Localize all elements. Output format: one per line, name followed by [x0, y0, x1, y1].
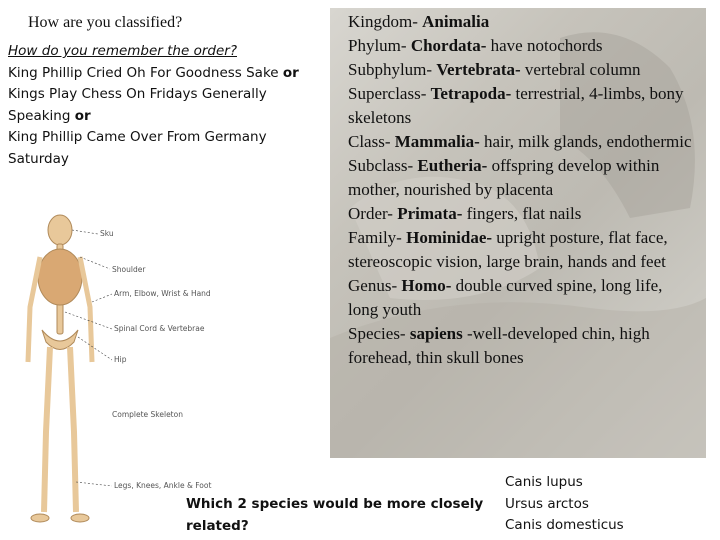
taxonomy-description: offspring develop within mother, nourished by placenta	[348, 156, 660, 199]
species-item-canis-lupus: Canis lupus	[505, 474, 583, 490]
taxonomy-scientific-name: Animalia	[422, 12, 490, 31]
right-foot-shape	[71, 514, 89, 522]
taxonomy-rank-label: Family-	[348, 228, 407, 247]
taxonomy-scientific-name: sapiens	[409, 324, 463, 343]
label-spinal: Spinal Cord & Vertebrae	[114, 324, 205, 333]
taxonomy-list	[348, 10, 693, 370]
right-arm-shape	[80, 257, 92, 362]
taxonomy-description: fingers, flat nails	[462, 204, 582, 223]
skeleton-illustration	[20, 212, 212, 540]
comparison-question: Which 2 species would be more closely related?	[186, 496, 484, 534]
mnemonic-or-2: or	[74, 107, 91, 124]
mnemonic-line-3: King Phillip Came Over From Germany Saturday	[8, 129, 267, 167]
taxonomy-rank-1	[348, 34, 693, 58]
taxonomy-scientific-name: Eutheria-	[417, 156, 488, 175]
mnemonic-or-1: or	[282, 64, 299, 81]
taxonomy-rank-6	[348, 202, 693, 226]
taxonomy-rank-label: Subphylum-	[348, 60, 437, 79]
taxonomy-scientific-name: Tetrapoda-	[430, 84, 512, 103]
skull-shape	[48, 215, 72, 245]
species-item-canis-domesticus: Canis domesticus	[505, 517, 624, 533]
label-shoulder: Shoulder	[112, 265, 146, 274]
taxonomy-scientific-name: Vertebrata-	[436, 60, 521, 79]
taxonomy-rank-8	[348, 274, 693, 322]
taxonomy-scientific-name: Homo-	[401, 276, 452, 295]
mnemonic-line-2: Kings Play Chess On Fridays Generally Speaking	[8, 86, 267, 124]
taxonomy-rank-0	[348, 10, 693, 34]
taxonomy-rank-label: Subclass-	[348, 156, 418, 175]
taxonomy-rank-label: Phylum-	[348, 36, 411, 55]
species-item-ursus-arctos: Ursus arctos	[505, 495, 589, 512]
label-hip: Hip	[114, 355, 127, 364]
label-legs: Legs, Knees, Ankle & Foot	[114, 481, 212, 490]
taxonomy-rank-5	[348, 154, 693, 202]
taxonomy-scientific-name: Primata-	[397, 204, 463, 223]
taxonomy-rank-label: Order-	[348, 204, 398, 223]
mnemonics-block	[8, 41, 303, 171]
taxonomy-rank-label: Species-	[348, 324, 410, 343]
taxonomy-description: -well-developed chin, high forehead, thin skull bones	[348, 324, 650, 367]
taxonomy-description: terrestrial, 4-limbs, bony skeletons	[348, 84, 684, 127]
taxonomy-scientific-name: Hominidae-	[406, 228, 493, 247]
taxonomy-rank-3	[348, 82, 693, 130]
taxonomy-description: upright posture, flat face, stereoscopic vision, large brain, hands and feet	[348, 228, 668, 271]
taxonomy-description: double curved spine, long life, long youth	[348, 276, 663, 319]
taxonomy-scientific-name: Chordata-	[410, 36, 487, 55]
left-foot-shape	[31, 514, 49, 522]
taxonomy-rank-2	[348, 58, 693, 82]
taxonomy-rank-label: Kingdom-	[348, 12, 423, 31]
taxonomy-rank-4	[348, 130, 693, 154]
mnemonic-question: How do you remember the order?	[8, 43, 237, 59]
taxonomy-description: hair, milk glands, endothermic	[479, 132, 692, 151]
right-leg-shape	[70, 347, 76, 512]
taxonomy-rank-label: Genus-	[348, 276, 402, 295]
label-complete: Complete Skeleton	[112, 410, 183, 419]
taxonomy-rank-label: Class-	[348, 132, 395, 151]
left-arm-shape	[28, 257, 40, 362]
taxonomy-rank-7	[348, 226, 693, 274]
label-skull: Sku	[100, 229, 114, 238]
taxonomy-rank-9	[348, 322, 693, 370]
species-list	[505, 472, 624, 537]
slide-title: How are you classified?	[28, 14, 183, 31]
ribcage-shape	[38, 249, 82, 305]
taxonomy-description: have notochords	[486, 36, 603, 55]
label-arm: Arm, Elbow, Wrist & Hand	[114, 289, 211, 298]
taxonomy-rank-label: Superclass-	[348, 84, 431, 103]
taxonomy-scientific-name: Mammalia-	[394, 132, 480, 151]
left-leg-shape	[44, 347, 50, 512]
mnemonic-line-1: King Phillip Cried Oh For Goodness Sake	[8, 64, 279, 81]
taxonomy-description: vertebral column	[520, 60, 641, 79]
